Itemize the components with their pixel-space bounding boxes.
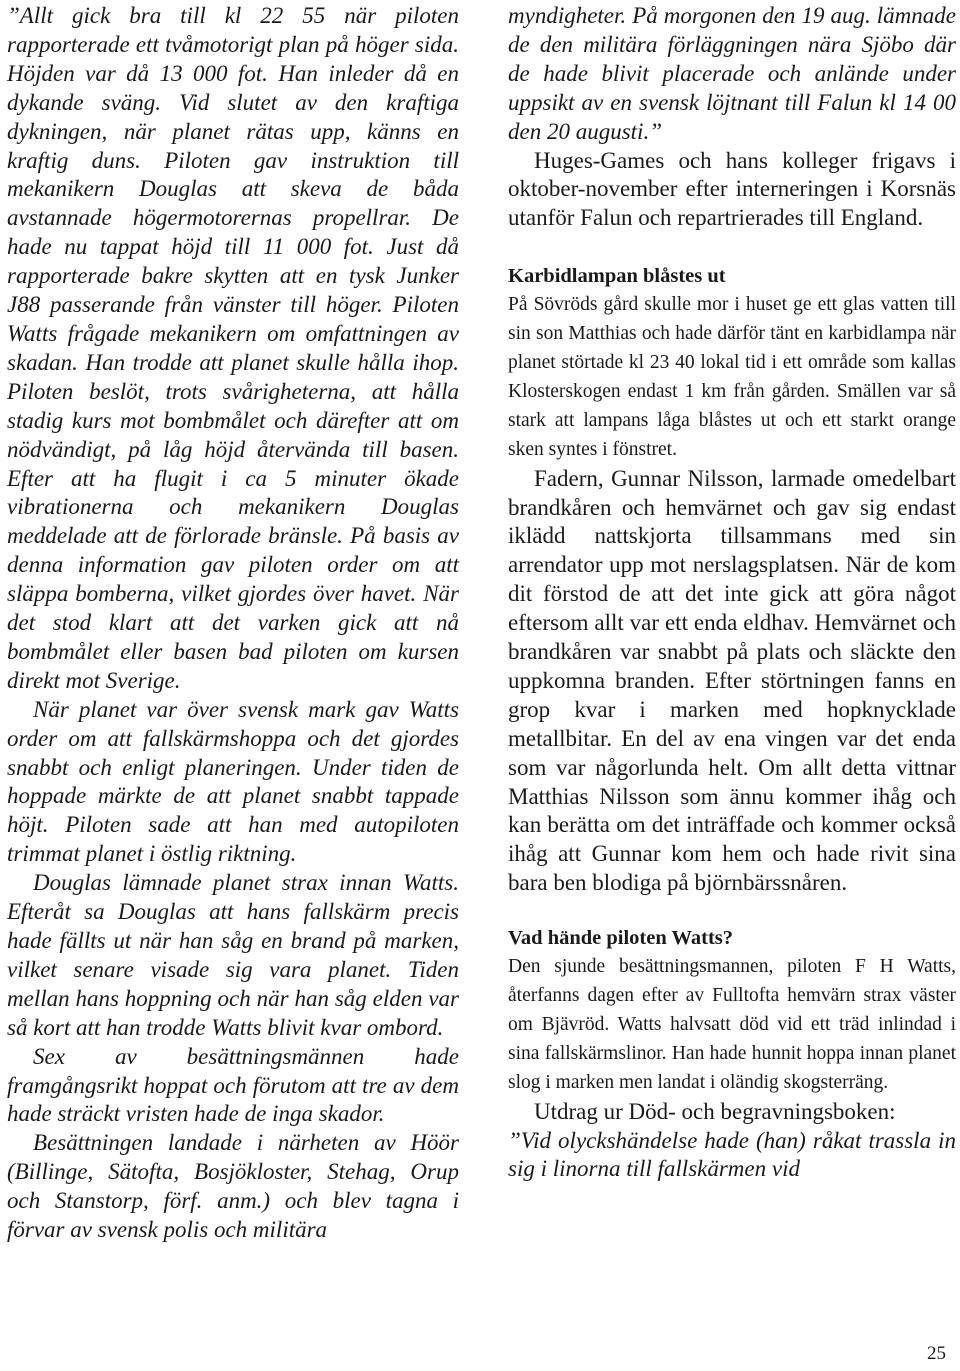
section-heading-pilot: Vad hände piloten Watts? — [508, 927, 733, 950]
paragraph-pilot: Den sjunde besättningsmannen, piloten F H Watts, återfanns dagen efter av Fulltofta hemvärn strax väster om Bjävröd. Watts halvsatt död vid ett träd inlindad i sina fallskärmslinor. Han hade hunnit hoppa innan planet slog i marken men landat i oländig skogsterräng. — [508, 956, 956, 1093]
paragraph-extract-quote: ”Vid olyckshändelse hade (han) råkat trassla in sig i linorna till fallskärmen vid — [508, 1127, 956, 1182]
right-column — [508, 2, 956, 1184]
paragraph-crash-report: ”Allt gick bra till kl 22 55 när piloten rapporterade ett tvåmotorigt plan på höger sida. Höjden var då 13 000 fot. Han inleder då en dykande sväng. Vid slutet av den kraftiga dykningen, när planet rätas upp, känns en kraftig duns. Piloten gav instruktion till mekanikern Douglas att skeva de båda avstannade högermotorernas propellrar. De hade nu tappat höjd till 11 000 fot. Just då rapporterade bakre skytten att en tysk Junker J88 passerande från vänster till höger. Piloten Watts frågade mekanikern om omfattningen av skadan. Han trodde att planet skulle hålla ihop. Piloten beslöt, trots svårigheterna, att hålla stadig kurs mot bombmålet och därefter att om nödvändigt, på låg höjd återvända till basen. Efter att ha flugit i ca 5 minuter ökade vibrationerna och mekanikern Douglas meddelade att de förlorade bränsle. På basis av denna information gav piloten order om att släppa bomberna, vilket gjordes över havet. När det stod klart att det varken gick att nå bombmålet eller basen bad piloten om kursen direkt mot Sverige. — [7, 3, 459, 693]
paragraph-extract-intro: Utdrag ur Död- och begravningsboken: — [534, 1098, 896, 1124]
page-number: 25 — [927, 1343, 946, 1364]
spacer — [508, 898, 956, 924]
paragraph-father: Fadern, Gunnar Nilsson, larmade omedelbart brandkåren och hemvärnet och gav sig endast iklädd nattskjorta tillsammans med sin arrendator upp mot nerslagsplatsen. När de kom dit förstod de att det inte gick att göra något eftersom allt var ett enda eldhav. Hemvärnet och brandkåren var snabbt på plats och släckte den uppkomna branden. Efter störtningen fanns en grop kvar i marken med hopknycklade metallbitar. En del av ena vingen var det enda som var någorlunda helt. Om allt detta vittnar Matthias Nilsson som ännu kommer ihåg och kan berätta om det inträffade och kommer också ihåg att Gunnar kom hem och hade rivit sina bara ben blodiga på björnbärssnåren. — [508, 465, 956, 896]
paragraph-continuation: myndigheter. På morgonen den 19 aug. lämnade de den militära förläggningen nära Sjöbo där de hade blivit placerade och anlände under uppsikt av en svensk löjtnant till Falun kl 14 00 den 20 augusti.” — [508, 3, 956, 144]
spacer — [508, 233, 956, 262]
paragraph-crew-custody: Besättningen landade i närheten av Höör (Billinge, Sätofta, Bosjökloster, Stehag, Orup och Stanstorp, förf. anm.) och blev tagna i förvar av svensk polis och militära — [7, 1130, 459, 1243]
paragraph-crew-landed: Sex av besättningsmännen hade framgångsrikt hoppat och förutom att tre av dem hade sträckt vristen hade de inga skador. — [7, 1043, 459, 1127]
paragraph-parachute-jump: När planet var över svensk mark gav Watts order om att fallskärmshoppa och det gjordes snabbt och enligt planeringen. Under tiden de hoppade märkte de att planet snabbt tappade höjt. Piloten sade att han med autopiloten trimmat planet i östlig riktning. — [7, 696, 459, 867]
paragraph-release: Huges-Games och hans kolleger frigavs i oktober-november efter interneringen i Korsnäs utanför Falun och repartrierades till England. — [508, 147, 956, 231]
section-heading-lamp: Karbidlampan blåstes ut — [508, 265, 726, 288]
paragraph-lamp: På Sövröds gård skulle mor i huset ge ett glas vatten till sin son Matthias och hade därför tänt en karbidlampa när planet störtade kl 23 40 lokal tid i ett område som kallas Klosterskogen endast 1 km från gården. Smällen var så stark att lampans låga blåstes ut och ett starkt orange sken syntes i fönstret. — [508, 294, 956, 460]
left-column — [7, 2, 459, 1245]
paragraph-douglas-exit: Douglas lämnade planet strax innan Watts. Efteråt sa Douglas att hans fallskärm precis hade fällts ut när han såg en brand på marken, vilket senare visade sig vara planet. Tiden mellan hans hoppning och när han såg elden var så kort att han trodde Watts blivit kvar ombord. — [7, 870, 459, 1040]
